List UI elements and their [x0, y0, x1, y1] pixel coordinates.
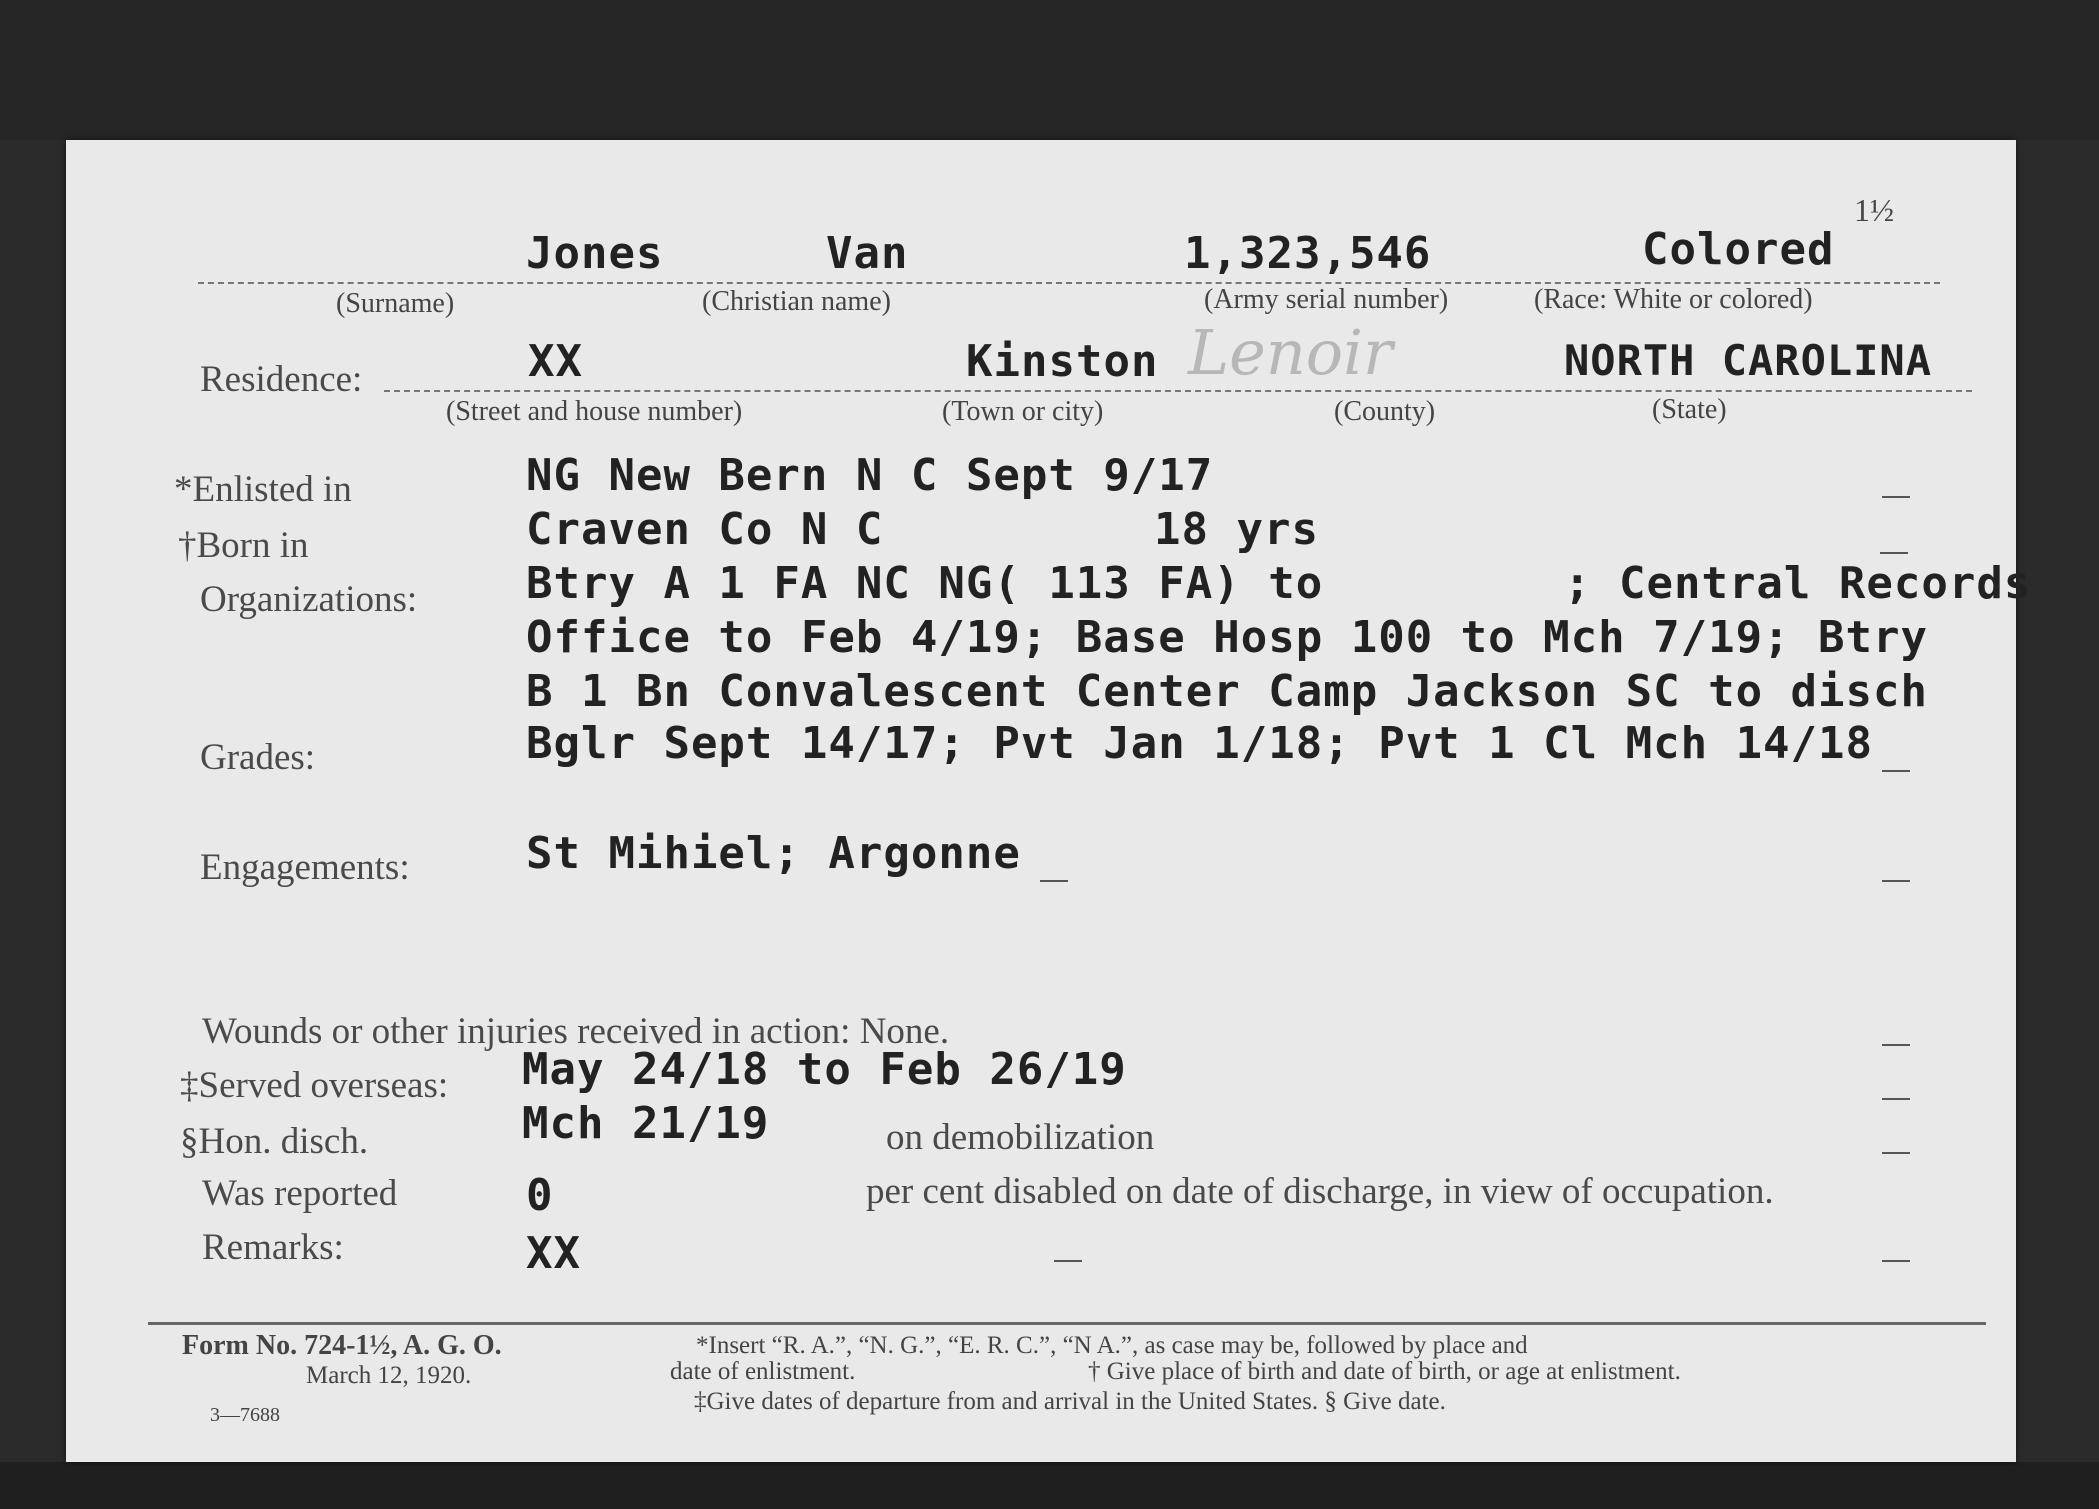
- hon-disch-value: Mch 21/19: [522, 1098, 770, 1149]
- form-number: Form No. 724-1½, A. G. O.: [182, 1330, 502, 1361]
- footnote-line-2b: † Give place of birth and date of birth, or age at enlistment.: [1088, 1358, 1681, 1385]
- town-value: Kinston: [966, 336, 1159, 387]
- serial-number-value: 1,323,546: [1184, 228, 1432, 279]
- margin-dash: [1880, 552, 1908, 554]
- born-age-value: 18 yrs: [1154, 504, 1319, 555]
- was-reported-note: per cent disabled on date of discharge, in view of occupation.: [866, 1171, 1774, 1212]
- town-caption: (Town or city): [942, 396, 1104, 427]
- footnote-line-3: ‡Give dates of departure from and arrival in the United States. § Give date.: [694, 1388, 1446, 1415]
- margin-dash: [1882, 770, 1910, 772]
- remarks-label: Remarks:: [202, 1227, 344, 1268]
- hon-disch-note: on demobilization: [886, 1117, 1155, 1158]
- born-label: †Born in: [178, 525, 309, 566]
- served-overseas-value: May 24/18 to Feb 26/19: [522, 1044, 1127, 1095]
- christian-name-caption: (Christian name): [702, 286, 891, 317]
- margin-dash: [1882, 1098, 1910, 1100]
- enlisted-label: *Enlisted in: [174, 469, 352, 510]
- county-caption: (County): [1334, 396, 1436, 427]
- organizations-line-2: Office to Feb 4/19; Base Hosp 100 to Mch 7/19; Btry: [526, 612, 1929, 663]
- organizations-line-3: B 1 Bn Convalescent Center Camp Jackson SC to disch: [526, 666, 1929, 717]
- service-record-card: [66, 140, 2032, 1462]
- margin-dash: [1882, 880, 1910, 882]
- served-overseas-label: ‡Served overseas:: [180, 1065, 449, 1106]
- christian-name-value: Van: [826, 228, 909, 279]
- wounds-label: Wounds or other injuries received in action: None.: [202, 1011, 950, 1052]
- born-value: Craven Co N C: [526, 504, 884, 555]
- residence-line: [384, 390, 1972, 392]
- margin-dash: [1054, 1260, 1082, 1262]
- footnote-line-1: *Insert “R. A.”, “N. G.”, “E. R. C.”, “N A.”, as case may be, followed by place and: [696, 1332, 1528, 1359]
- race-value: Colored: [1642, 224, 1835, 275]
- margin-dash: [1882, 496, 1910, 498]
- grades-label: Grades:: [200, 737, 316, 778]
- engagements-value: St Mihiel; Argonne: [526, 828, 1021, 879]
- state-caption: (State): [1652, 394, 1727, 425]
- organizations-line-1b: ; Central Records: [1564, 558, 2032, 609]
- footnote-line-2a: date of enlistment.: [670, 1358, 856, 1385]
- organizations-label: Organizations:: [200, 579, 418, 620]
- street-caption: (Street and house number): [446, 396, 743, 427]
- footer-rule: [148, 1322, 1986, 1325]
- county-pencil-annotation: Lenoir: [1188, 316, 1393, 389]
- margin-dash: [1882, 1044, 1910, 1046]
- was-reported-value: 0: [526, 1170, 554, 1221]
- street-value: XX: [528, 336, 583, 387]
- enlisted-value: NG New Bern N C Sept 9/17: [526, 450, 1214, 501]
- corner-number: 1½: [1854, 192, 1894, 228]
- state-value: NORTH CAROLINA: [1564, 336, 1933, 385]
- serial-number-caption: (Army serial number): [1204, 284, 1449, 315]
- form-code: 3—7688: [210, 1404, 280, 1426]
- was-reported-label: Was reported: [202, 1173, 398, 1214]
- surname-value: Jones: [526, 228, 664, 279]
- hon-disch-label: §Hon. disch.: [180, 1121, 369, 1162]
- margin-dash: [1040, 880, 1068, 882]
- engagements-label: Engagements:: [200, 847, 410, 888]
- margin-dash: [1882, 1260, 1910, 1262]
- remarks-value: XX: [526, 1228, 581, 1279]
- margin-dash: [1882, 1152, 1910, 1154]
- race-caption: (Race: White or colored): [1534, 284, 1813, 315]
- scan-background-top: [0, 0, 2099, 140]
- form-date: March 12, 1920.: [306, 1362, 472, 1389]
- surname-caption: (Surname): [336, 288, 455, 319]
- scan-background-bottom: [0, 1462, 2099, 1509]
- organizations-line-1: Btry A 1 FA NC NG( 113 FA) to: [526, 558, 1324, 609]
- grades-value: Bglr Sept 14/17; Pvt Jan 1/18; Pvt 1 Cl Mch 14/18: [526, 718, 1874, 769]
- residence-label: Residence:: [200, 359, 363, 400]
